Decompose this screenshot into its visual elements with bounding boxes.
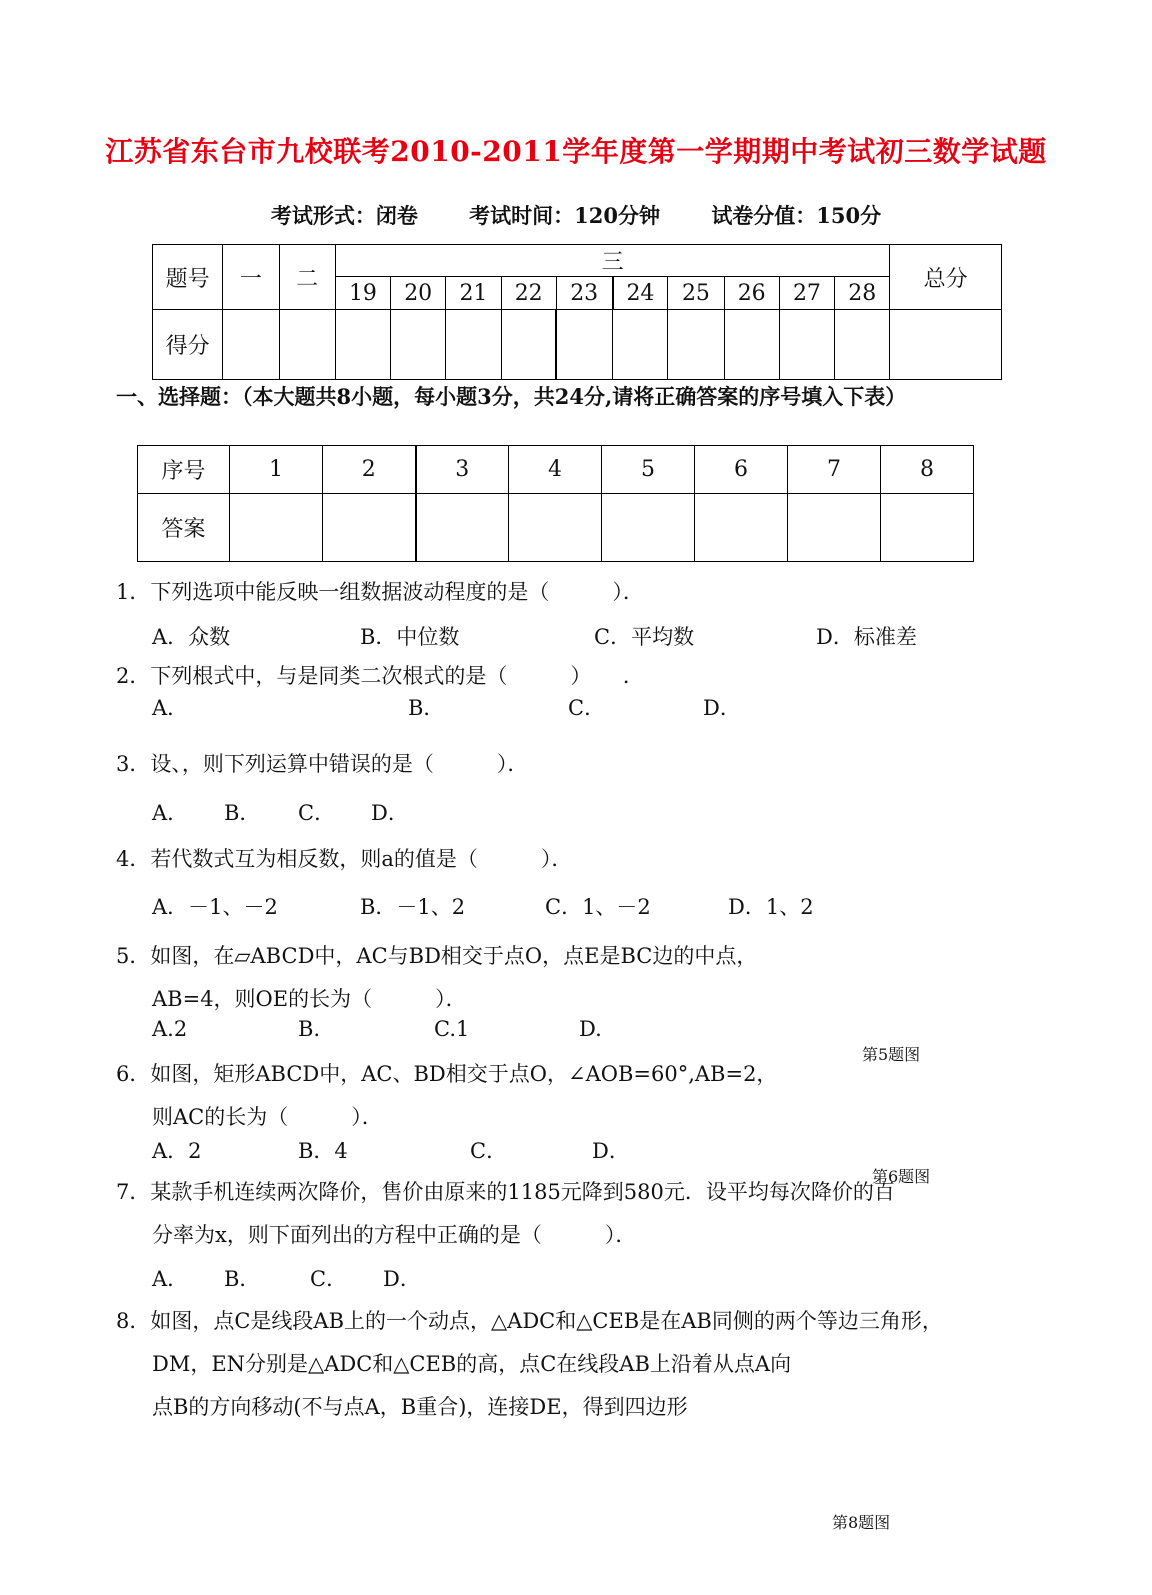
- q5-option-b: B.: [298, 1017, 321, 1041]
- score-total-cell: [890, 310, 1002, 380]
- answer-label-answer: 答案: [138, 494, 230, 562]
- answer-cell: [416, 494, 509, 562]
- score-cell: [724, 310, 779, 380]
- q6-option-c: C．: [470, 1139, 508, 1163]
- q8-stem-line-1: 8．如图，点C是线段AB上的一个动点，△ADC和△CEB是在AB同侧的两个等边三角形，: [116, 1309, 943, 1333]
- q1-option-c: C．平均数: [594, 625, 695, 649]
- exam-score-value: 试卷分值：150分: [711, 203, 882, 228]
- score-cell: [501, 310, 556, 380]
- score-col-2: 二: [279, 245, 335, 310]
- q4-option-a: A．－1、－2: [152, 895, 278, 919]
- answer-no: 8: [881, 446, 974, 494]
- q1-stem: 1．下列选项中能反映一组数据波动程度的是（ ）．: [116, 580, 644, 604]
- section-1-heading: 一、选择题：（本大题共8小题，每小题3分，共24分,请将正确答案的序号填入下表）: [116, 384, 907, 409]
- answer-cell: [788, 494, 881, 562]
- q8-stem-line-3: 点B的方向移动(不与点A，B重合)，连接DE，得到四边形: [152, 1395, 688, 1419]
- exam-time: 考试时间：120分钟: [469, 203, 660, 228]
- answer-cell: [230, 494, 323, 562]
- answer-no: 5: [602, 446, 695, 494]
- score-cell: [556, 310, 612, 380]
- q6-option-d: D．: [592, 1139, 630, 1163]
- q1-option-b: B．中位数: [360, 625, 460, 649]
- answer-no: 2: [323, 446, 416, 494]
- score-sub-col: 20: [391, 277, 446, 310]
- exam-info: [0, 200, 1152, 230]
- score-label-question: 题号: [153, 245, 223, 310]
- q6-figure-caption: 第6题图: [872, 1167, 931, 1186]
- score-cell: [613, 310, 668, 380]
- score-sub-col: 19: [335, 277, 390, 310]
- score-cell: [279, 310, 335, 380]
- q3-option-d: D．: [371, 801, 409, 825]
- q6-option-a: A．2: [152, 1139, 202, 1163]
- answer-no: 1: [230, 446, 323, 494]
- answer-cell: [509, 494, 602, 562]
- exam-form: 考试形式：闭卷: [270, 203, 418, 228]
- q5-option-c: C.1: [434, 1017, 470, 1041]
- q7-option-b: B．: [224, 1267, 261, 1291]
- q2-option-a: A．: [152, 696, 189, 720]
- score-cell: [779, 310, 834, 380]
- q1-option-a: A．众数: [152, 625, 231, 649]
- score-cell: [835, 310, 890, 380]
- score-sub-col: 25: [668, 277, 724, 310]
- score-table: [152, 244, 1002, 380]
- q4-option-d: D．1、2: [728, 895, 814, 919]
- answer-label-no: 序号: [138, 446, 230, 494]
- q2-option-c: C．: [568, 696, 606, 720]
- q5-figure-caption: 第5题图: [862, 1045, 921, 1064]
- q3-option-c: C．: [298, 801, 336, 825]
- score-sub-col: 27: [779, 277, 834, 310]
- score-sub-col: 22: [501, 277, 556, 310]
- q6-stem-line-1: 6．如图，矩形ABCD中，AC、BD相交于点O，∠AOB=60°,AB=2，: [116, 1062, 778, 1086]
- answer-no: 6: [695, 446, 788, 494]
- q4-stem: 4．若代数式互为相反数，则a的值是（ ）．: [116, 847, 573, 871]
- answer-cell: [602, 494, 695, 562]
- q6-stem-line-2: 则AC的长为（ ）．: [152, 1105, 383, 1129]
- q3-stem: 3．设、，则下列运算中错误的是（ ）．: [116, 752, 529, 776]
- answer-cell: [323, 494, 416, 562]
- q5-option-d: D.: [579, 1017, 602, 1041]
- answer-cell: [695, 494, 788, 562]
- q6-option-b: B．4: [298, 1139, 348, 1163]
- q2-stem: 2．下列根式中，与是同类二次根式的是（ ） ．: [116, 664, 644, 688]
- score-col-1: 一: [223, 245, 279, 310]
- q7-stem-line-2: 分率为x，则下面列出的方程中正确的是（ ）．: [152, 1223, 637, 1247]
- score-sub-col: 23: [556, 277, 612, 310]
- score-label-score: 得分: [153, 310, 223, 380]
- q2-option-b: B．: [408, 696, 445, 720]
- q5-stem-line-2: AB=4，则OE的长为（ ）．: [152, 987, 467, 1011]
- q2-option-d: D．: [703, 696, 741, 720]
- score-sub-col: 24: [613, 277, 668, 310]
- score-col-3: 三: [335, 245, 890, 277]
- q4-option-c: C．1、－2: [545, 895, 651, 919]
- q5-option-a: A.2: [152, 1017, 188, 1041]
- q8-stem-line-2: DM，EN分别是△ADC和△CEB的高，点C在线段AB上沿着从点A向: [152, 1352, 792, 1376]
- answer-cell: [881, 494, 974, 562]
- score-sub-col: 21: [446, 277, 501, 310]
- q8-figure-caption: 第8题图: [832, 1513, 891, 1532]
- score-cell: [335, 310, 390, 380]
- q5-stem-line-1: 5．如图，在▱ABCD中，AC与BD相交于点O，点E是BC边的中点，: [116, 944, 758, 968]
- score-cell: [668, 310, 724, 380]
- answer-table: [137, 445, 974, 562]
- q7-option-a: A．: [152, 1267, 189, 1291]
- score-sub-col: 26: [724, 277, 779, 310]
- q7-stem-line-1: 7．某款手机连续两次降价，售价由原来的1185元降到580元．设平均每次降价的百: [116, 1180, 895, 1204]
- q7-option-c: C．: [310, 1267, 348, 1291]
- score-cell: [223, 310, 279, 380]
- q3-option-a: A．: [152, 801, 189, 825]
- answer-no: 4: [509, 446, 602, 494]
- exam-title: 江苏省东台市九校联考2010-2011学年度第一学期期中考试初三数学试题: [105, 135, 1047, 168]
- answer-no: 7: [788, 446, 881, 494]
- score-cell: [446, 310, 501, 380]
- score-sub-col: 28: [835, 277, 890, 310]
- q7-option-d: D．: [383, 1267, 421, 1291]
- q4-option-b: B．－1、2: [360, 895, 466, 919]
- answer-no: 3: [416, 446, 509, 494]
- q3-option-b: B．: [224, 801, 261, 825]
- q1-option-d: D．标准差: [816, 625, 917, 649]
- score-cell: [391, 310, 446, 380]
- score-total-label: 总分: [890, 245, 1002, 310]
